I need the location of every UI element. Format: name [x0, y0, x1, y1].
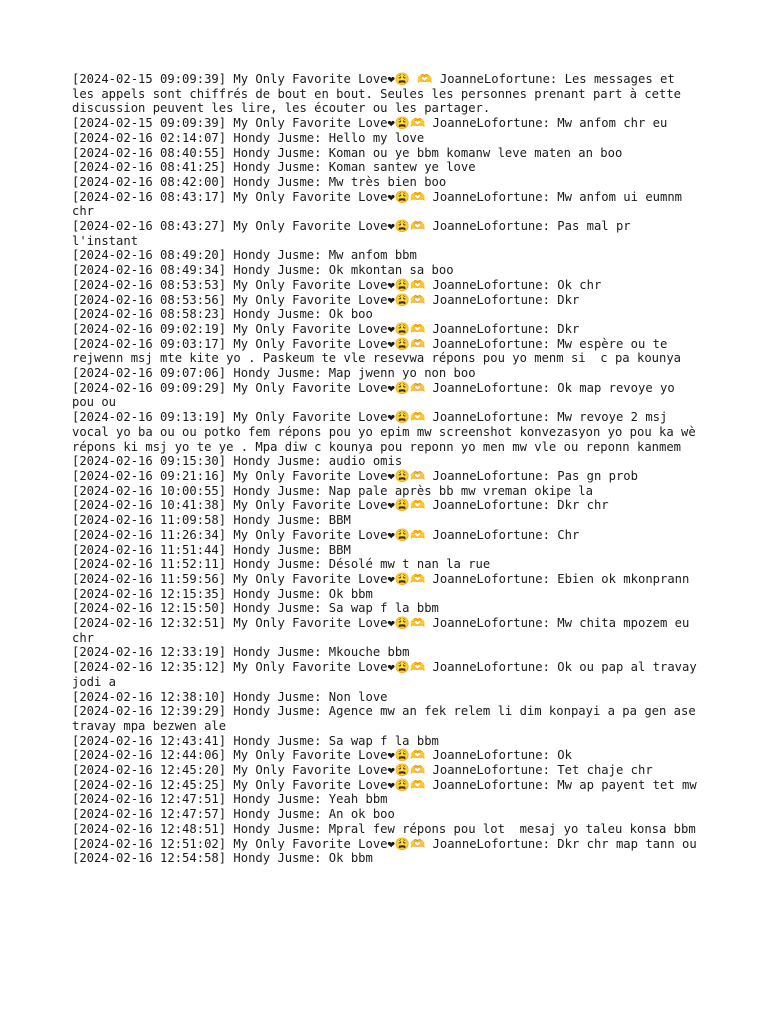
chat-message-line: [2024-02-16 12:33:19] Hondy Jusme: Mkouche bbm [72, 645, 410, 660]
chat-message-line: [2024-02-16 09:21:16] My Only Favorite Love❤😩🫶 JoanneLofortune: Pas gn prob [72, 468, 638, 483]
chat-message-line: [2024-02-16 11:09:58] Hondy Jusme: BBM [72, 513, 351, 528]
chat-message-line: [2024-02-16 08:53:53] My Only Favorite Love❤😩🫶 JoanneLofortune: Ok chr [72, 277, 602, 292]
chat-message-line: [2024-02-16 08:53:56] My Only Favorite Love❤😩🫶 JoanneLofortune: Dkr [72, 292, 580, 307]
chat-message-line: [2024-02-16 08:58:23] Hondy Jusme: Ok boo [72, 307, 373, 322]
chat-message-line: [2024-02-16 09:15:30] Hondy Jusme: audio omis [72, 454, 403, 469]
chat-message-line: [2024-02-16 09:13:19] My Only Favorite Love❤😩🫶 JoanneLofortune: Mw revoye 2 msj vocal yo ba ou ou potko fem répons pou yo epim mw screenshot konvezasyon yo pou ka wè répons ki msj yo te ye . Mpa diw c kounya pou reponn yo men mw vle ou reponn kanmem [72, 410, 704, 454]
chat-message-line: [2024-02-16 12:45:20] My Only Favorite Love❤😩🫶 JoanneLofortune: Tet chaje chr [72, 763, 653, 778]
chat-message-line: [2024-02-16 12:54:58] Hondy Jusme: Ok bbm [72, 851, 373, 866]
chat-message-line: [2024-02-16 12:38:10] Hondy Jusme: Non love [72, 689, 388, 704]
chat-message-line: [2024-02-16 08:43:17] My Only Favorite Love❤😩🫶 JoanneLofortune: Mw anfom ui eumnm chr [72, 189, 690, 219]
chat-message-line: [2024-02-16 10:41:38] My Only Favorite Love❤😩🫶 JoanneLofortune: Dkr chr [72, 498, 609, 513]
chat-message-line: [2024-02-16 12:15:35] Hondy Jusme: Ok bbm [72, 586, 373, 601]
chat-message-line: [2024-02-16 12:15:50] Hondy Jusme: Sa wap f la bbm [72, 601, 439, 616]
chat-message-line: [2024-02-16 12:51:02] My Only Favorite Love❤😩🫶 JoanneLofortune: Dkr chr map tann ou [72, 836, 697, 851]
chat-message-line: [2024-02-15 09:09:39] My Only Favorite Love❤😩 🫶 JoanneLofortune: Les messages et les appels sont chiffrés de bout en bout. Seules les personnes prenant part à cette discussion peuvent les lire, les écouter ou les partager. [72, 72, 689, 116]
chat-message-line: [2024-02-16 12:47:57] Hondy Jusme: An ok boo [72, 807, 395, 822]
chat-message-line: [2024-02-16 08:49:20] Hondy Jusme: Mw anfom bbm [72, 248, 417, 263]
chat-message-line: [2024-02-16 12:32:51] My Only Favorite Love❤😩🫶 JoanneLofortune: Mw chita mpozem eu chr [72, 616, 697, 645]
chat-message-line: [2024-02-16 08:41:25] Hondy Jusme: Koman santew ye love [72, 160, 476, 175]
chat-message-line: [2024-02-16 11:59:56] My Only Favorite Love❤😩🫶 JoanneLofortune: Ebien ok mkonprann [72, 571, 690, 586]
chat-message-line: [2024-02-16 12:39:29] Hondy Jusme: Agence mw an fek relem li dim konpayi a pa gen ase travay mpa bezwen ale [72, 704, 704, 733]
chat-message-line: [2024-02-16 08:42:00] Hondy Jusme: Mw très bien boo [72, 174, 447, 189]
chat-message-line: [2024-02-15 09:09:39] My Only Favorite Love❤😩🫶 JoanneLofortune: Mw anfom chr eu [72, 116, 668, 131]
chat-message-line: [2024-02-16 11:26:34] My Only Favorite Love❤😩🫶 JoanneLofortune: Chr [72, 527, 580, 542]
chat-message-line: [2024-02-16 09:03:17] My Only Favorite Love❤😩🫶 JoanneLofortune: Mw espère ou te rejwenn msj mte kite yo . Paskeum te vle resevwa répons pou yo menm si c pa kounya [72, 336, 682, 366]
chat-message-line: [2024-02-16 12:35:12] My Only Favorite Love❤😩🫶 JoanneLofortune: Ok ou pap al travay jodi a [72, 660, 705, 689]
chat-message-line: [2024-02-16 12:43:41] Hondy Jusme: Sa wap f la bbm [72, 733, 439, 748]
chat-message-line: [2024-02-16 09:02:19] My Only Favorite Love❤😩🫶 JoanneLofortune: Dkr [72, 321, 580, 336]
chat-message-line: [2024-02-16 12:47:51] Hondy Jusme: Yeah bbm [72, 792, 388, 807]
chat-message-line: [2024-02-16 11:52:11] Hondy Jusme: Désolé mw t nan la rue [72, 557, 491, 572]
chat-message-line: [2024-02-16 09:07:06] Hondy Jusme: Map jwenn yo non boo [72, 366, 476, 381]
chat-message-line: [2024-02-16 12:48:51] Hondy Jusme: Mpral few répons pou lot mesaj yo taleu konsa bbm [72, 821, 696, 836]
chat-message-line: [2024-02-16 08:43:27] My Only Favorite Love❤😩🫶 JoanneLofortune: Pas mal pr l'instant [72, 219, 638, 248]
chat-message-line: [2024-02-16 12:45:25] My Only Favorite Love❤😩🫶 JoanneLofortune: Mw ap payent tet mw [72, 777, 697, 792]
chat-message-line: [2024-02-16 12:44:06] My Only Favorite Love❤😩🫶 JoanneLofortune: Ok [72, 748, 572, 763]
chat-message-line: [2024-02-16 11:51:44] Hondy Jusme: BBM [72, 542, 351, 557]
chat-transcript-page [72, 72, 704, 866]
chat-message-line: [2024-02-16 02:14:07] Hondy Jusme: Hello my love [72, 130, 425, 145]
chat-message-line: [2024-02-16 08:49:34] Hondy Jusme: Ok mkontan sa boo [72, 263, 454, 278]
chat-message-line: [2024-02-16 09:09:29] My Only Favorite Love❤😩🫶 JoanneLofortune: Ok map revoye yo pou ou [72, 380, 683, 410]
chat-message-line: [2024-02-16 08:40:55] Hondy Jusme: Koman ou ye bbm komanw leve maten an boo [72, 145, 623, 160]
chat-message-line: [2024-02-16 10:00:55] Hondy Jusme: Nap pale après bb mw vreman okipe la [72, 483, 593, 498]
